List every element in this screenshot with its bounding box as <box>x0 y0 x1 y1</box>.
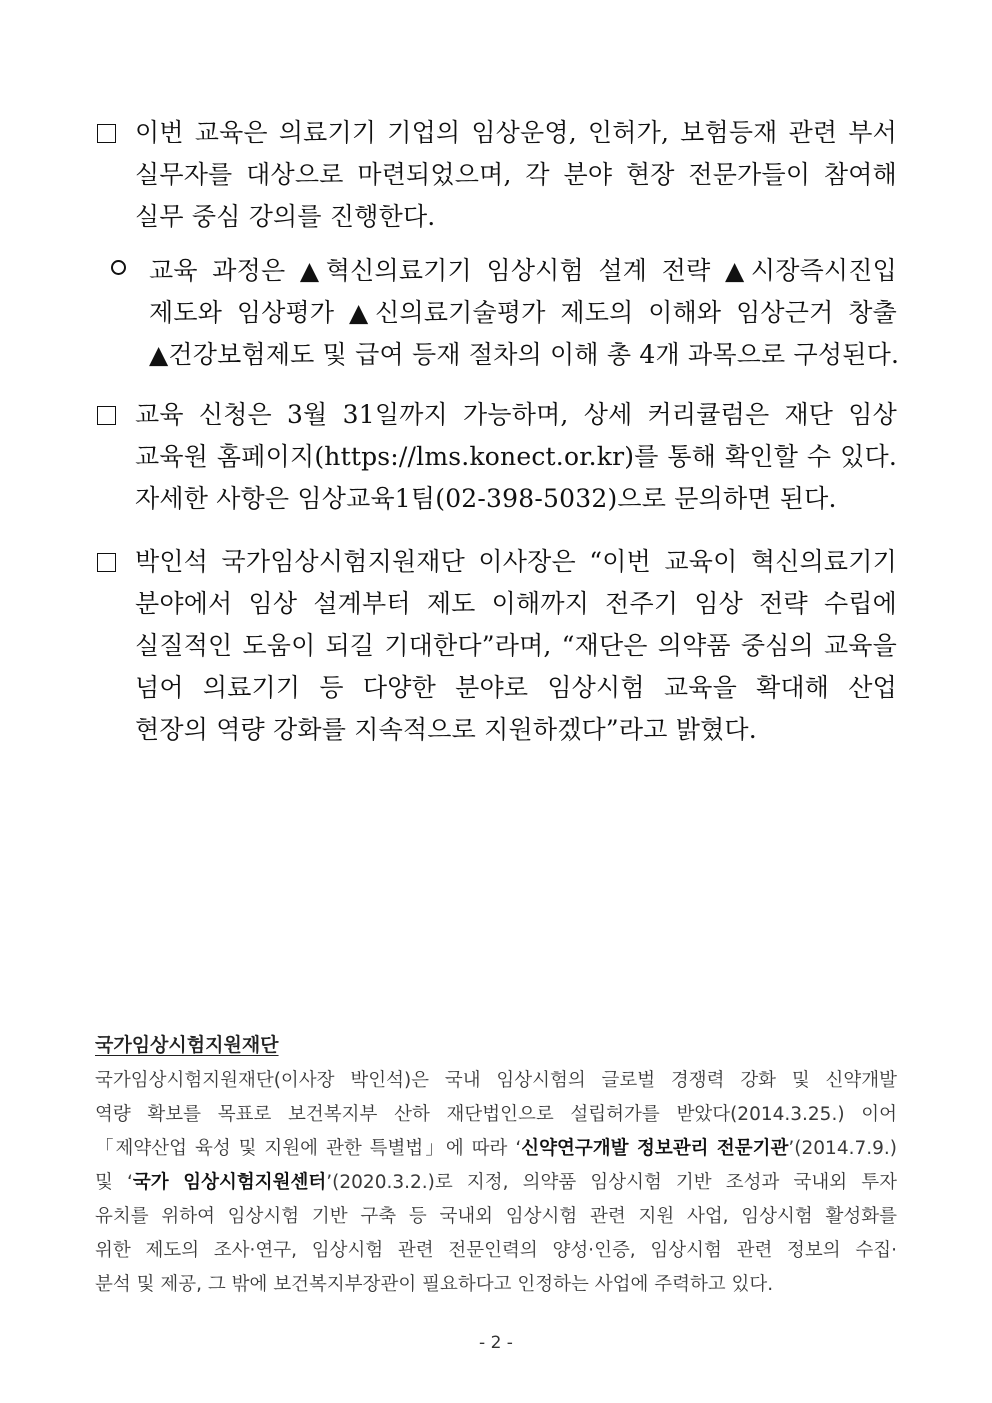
circle-bullet-icon <box>111 260 126 275</box>
paragraph-line: 교육원 홈페이지(https://lms.konect.or.kr)를 통해 확인할 수 있다. <box>135 442 897 471</box>
paragraph-line: 박인석 국가임상시험지원재단 이사장은 “이번 교육이 혁신의료기기 <box>135 547 897 576</box>
about-bold-text: 신약연구개발 정보관리 전문기관 <box>521 1138 789 1159</box>
paragraph-line: 현장의 역량 강화를 지속적으로 지원하겠다”라고 밝혔다. <box>135 715 757 744</box>
about-title: 국가임상시험지원재단 <box>95 1034 279 1056</box>
about-bold-text: 국가 임상시험지원센터 <box>132 1172 327 1193</box>
about-line-text: ’(2020.3.2.)로 지정, 의약품 임상시험 기반 조성과 국내외 투자 <box>326 1172 898 1193</box>
about-line: 국가임상시험지원재단(이사장 박인석)은 국내 임상시험의 글로벌 경쟁력 강화 및 신약개발 <box>95 1070 897 1091</box>
paragraph-line: 넘어 의료기기 등 다양한 분야로 임상시험 교육을 확대해 산업 <box>135 673 897 702</box>
checkbox-square-icon <box>97 553 116 572</box>
paragraph-line: 실무 중심 강의를 진행한다. <box>135 202 436 231</box>
about-line <box>95 1168 897 1194</box>
about-line-text: 「제약산업 육성 및 지원에 관한 특별법」에 따라 ‘ <box>95 1138 522 1159</box>
paragraph-line: ▲건강보험제도 및 급여 등재 절차의 이해 총 4개 과목으로 구성된다. <box>149 340 900 369</box>
about-line: 위한 제도의 조사·연구, 임상시험 관련 전문인력의 양성·인증, 임상시험 관련 정보의 수집· <box>95 1240 897 1261</box>
about-line: 유치를 위하여 임상시험 기반 구축 등 국내외 임상시험 관련 지원 사업, 임상시험 활성화를 <box>95 1206 897 1227</box>
paragraph-line: 자세한 사항은 임상교육1팀(02-398-5032)으로 문의하면 된다. <box>135 484 837 513</box>
paragraph-line: 제도와 임상평가 ▲신의료기술평가 제도의 이해와 임상근거 창출 <box>149 298 897 327</box>
paragraph-line: 실무자를 대상으로 마련되었으며, 각 분야 현장 전문가들이 참여해 <box>135 160 897 189</box>
about-line-text: 및 ‘ <box>95 1172 133 1193</box>
paragraph-line: 실질적인 도움이 되길 기대한다”라며, “재단은 의약품 중심의 교육을 <box>135 631 897 660</box>
about-line <box>95 1134 897 1160</box>
page-number: - 2 - <box>479 1333 513 1353</box>
paragraph-line: 교육 과정은 ▲혁신의료기기 임상시험 설계 전략 ▲시장즉시진입 <box>149 256 897 285</box>
about-line: 분석 및 제공, 그 밖에 보건복지부장관이 필요하다고 인정하는 사업에 주력하고 있다. <box>95 1274 774 1295</box>
paragraph-line: 이번 교육은 의료기기 기업의 임상운영, 인허가, 보험등재 관련 부서 <box>135 118 897 147</box>
checkbox-square-icon <box>97 406 116 425</box>
paragraph-line: 분야에서 임상 설계부터 제도 이해까지 전주기 임상 전략 수립에 <box>135 589 897 618</box>
checkbox-square-icon <box>97 124 116 143</box>
about-line: 역량 확보를 목표로 보건복지부 산하 재단법인으로 설립허가를 받았다(2014.3.25.) 이어 <box>95 1104 897 1125</box>
paragraph-line: 교육 신청은 3월 31일까지 가능하며, 상세 커리큘럼은 재단 임상 <box>135 400 897 429</box>
about-line-text: ’(2014.7.9.) <box>788 1138 898 1159</box>
